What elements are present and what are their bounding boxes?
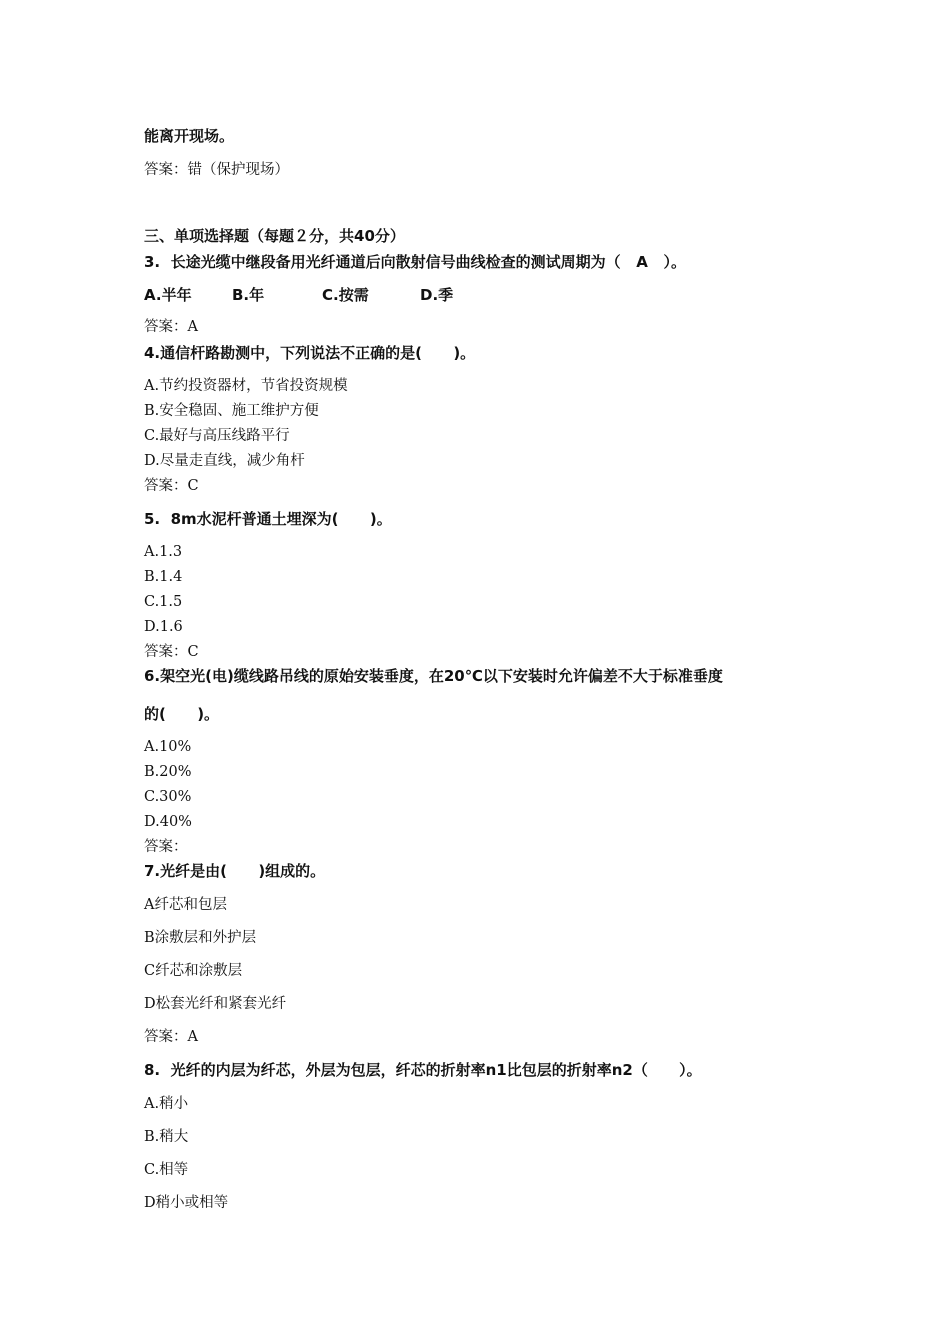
q8-option: C.相等 (144, 1162, 189, 1178)
q4-stem: 4.通信杆路勘测中，下列说法不正确的是( )。 (144, 344, 476, 362)
q4-option: C.最好与高压线路平行 (144, 428, 290, 444)
q5-answer: 答案：C (144, 644, 199, 660)
q5-option: C.1.5 (144, 594, 183, 610)
q5-option: A.1.3 (144, 544, 183, 560)
q6-option: C.30% (144, 789, 192, 805)
q3-answer: 答案：A (144, 319, 198, 335)
q4-option: B.安全稳固、施工维护方便 (144, 403, 319, 419)
q7-option: C纤芯和涂敷层 (144, 963, 243, 979)
q6-stem-line2: 的( )。 (144, 705, 220, 723)
q5-option: D.1.6 (144, 619, 183, 635)
q6-option: A.10% (144, 739, 192, 755)
q6-option: D.40% (144, 814, 192, 830)
q3-stem: 3. 长途光缆中继段备用光纤通道后向散射信号曲线检查的测试周期为（ A ）。 (144, 253, 687, 271)
q7-option: D松套光纤和紧套光纤 (144, 996, 287, 1012)
q7-option: B涂敷层和外护层 (144, 930, 257, 946)
q5-option: B.1.4 (144, 569, 183, 585)
q7-option: A纤芯和包层 (144, 897, 227, 913)
q6-stem-line1: 6.架空光(电)缆线路吊线的原始安装垂度，在20℃以下安装时允许偏差不大于标准垂度 (144, 667, 723, 685)
q7-stem: 7.光纤是由( )组成的。 (144, 862, 326, 880)
q3-option-c: C.按需 (322, 286, 369, 304)
q4-option: D.尽量走直线，减少角杆 (144, 453, 305, 469)
q8-option: B.稍大 (144, 1129, 189, 1145)
q7-answer: 答案：A (144, 1029, 198, 1045)
prev-question-tail: 能离开现场。 (144, 127, 235, 145)
prev-answer: 答案：错（保护现场） (144, 162, 289, 178)
q6-answer: 答案： (144, 839, 188, 855)
q4-answer: 答案：C (144, 478, 199, 494)
q8-option: A.稍小 (144, 1096, 189, 1112)
q8-stem: 8. 光纤的内层为纤芯，外层为包层，纤芯的折射率n1比包层的折射率n2（ ）。 (144, 1061, 702, 1079)
q4-option: A.节约投资器材，节省投资规模 (144, 378, 348, 394)
section-heading: 三、单项选择题（每题２分，共40分） (144, 227, 405, 245)
q6-option: B.20% (144, 764, 192, 780)
q3-option-a: A.半年 (144, 286, 192, 304)
q8-option: D稍小或相等 (144, 1195, 229, 1211)
q5-stem: 5. 8m水泥杆普通土埋深为( )。 (144, 510, 392, 528)
q3-option-d: D.季 (420, 286, 454, 304)
q3-option-b: B.年 (232, 286, 265, 304)
